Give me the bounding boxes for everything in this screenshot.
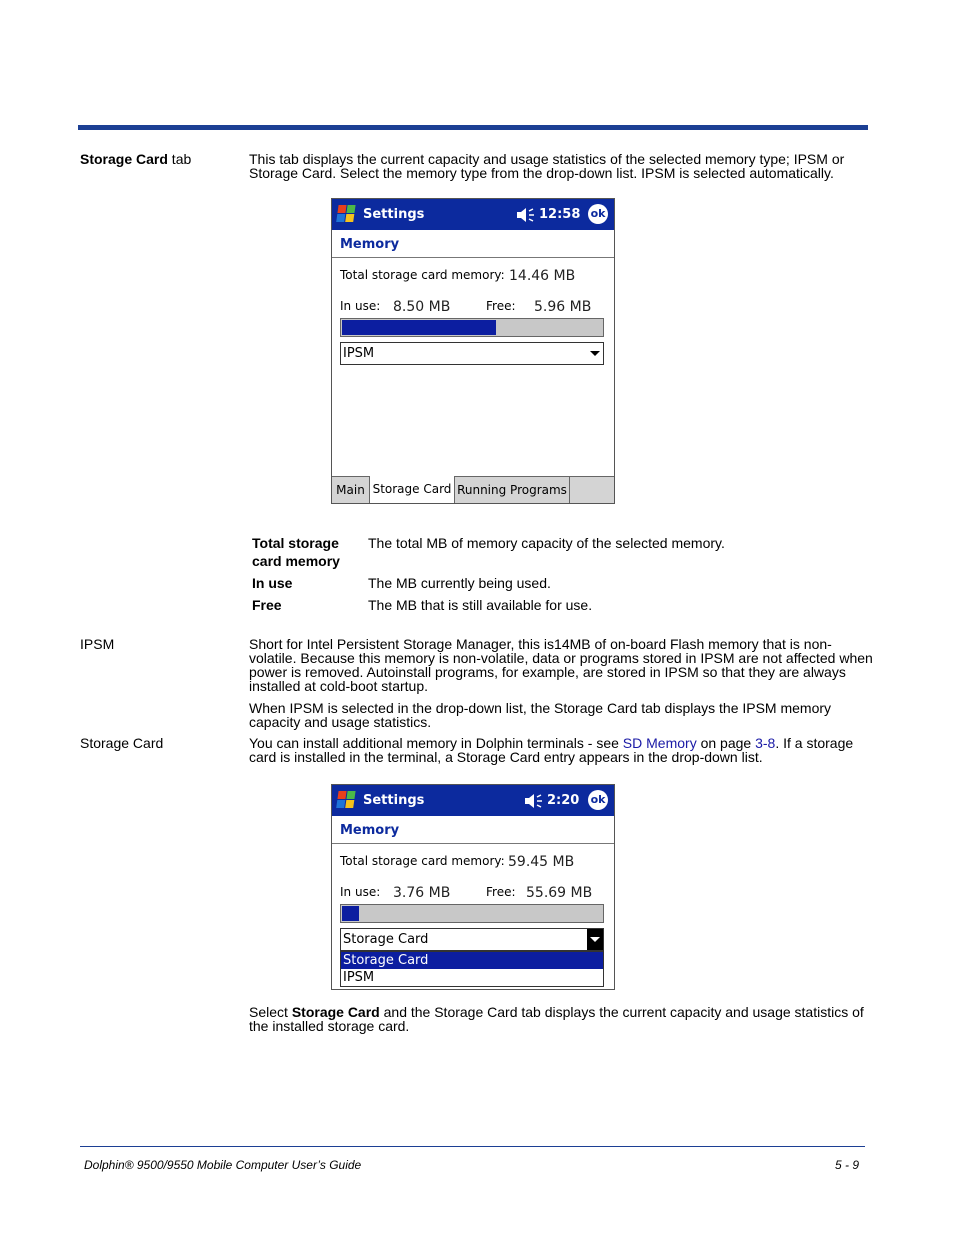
ipsm-description: Short for Intel Persistent Storage Manager, this is14MB of on-board Flash memory that is non- volatile. Because this memory is non-volatile, data or programs stored in IPSM are not affected when power is removed. Autoinstall programs, for example, are stored in IPSM so that they are always installed at cold-boot startup. [249,636,873,694]
app-title: Settings [363,207,425,222]
desc-total-storage: The total MB of memory capacity of the selected memory. [368,535,725,551]
total-memory-label: Total storage card memory: [340,268,505,282]
tab-main[interactable]: Main [332,477,370,503]
usage-bar-fill [342,320,496,335]
clock-time[interactable]: 2:20 [547,793,580,808]
footer-title: Dolphin® 9500/9550 Mobile Computer User’s Guide [84,1158,362,1172]
select-note: Select Storage Card and the Storage Card tab displays the current capacity and usage statistics of the installed storage card. [249,1004,864,1034]
option-ipsm[interactable]: IPSM [343,970,375,985]
term-in-use: In use [252,575,293,591]
title-bar [332,785,614,816]
pocketpc-screen-ipsm [331,198,615,504]
tab-storage-card[interactable]: Storage Card [370,476,455,503]
total-memory-value: 14.46 MB [509,268,576,284]
speaker-icon[interactable] [523,792,543,810]
footer-rule [80,1146,865,1147]
ok-button[interactable]: ok [588,790,608,810]
tab-running-programs[interactable]: Running Programs [455,477,570,503]
windows-start-icon[interactable] [335,202,359,226]
page-link[interactable]: 3-8 [755,735,776,751]
term-free: Free [252,597,282,613]
desc-free: The MB that is still available for use. [368,597,593,613]
total-memory-value: 59.45 MB [508,854,575,870]
speaker-icon[interactable] [515,206,535,224]
chevron-down-icon [590,937,600,942]
title-bar [332,199,614,230]
usage-bar [340,318,604,337]
usage-bar [340,904,604,923]
windows-start-icon[interactable] [335,788,359,812]
memory-header: Memory [340,823,400,838]
ok-button[interactable]: ok [588,204,608,224]
page-number: 5 - 9 [835,1158,860,1172]
memory-type-dropdown[interactable] [340,928,604,951]
in-use-value: 3.76 MB [393,885,451,901]
free-value: 55.69 MB [526,885,593,901]
section-label-ipsm: IPSM [80,636,115,652]
section-label-storage-card: Storage Card [80,735,164,751]
divider [332,257,614,258]
ipsm-note: When IPSM is selected in the drop-down list, the Storage Card tab displays the IPSM memory capacity and usage statistics. [249,700,832,730]
desc-in-use: The MB currently being used. [368,575,551,591]
header-rule [78,125,868,130]
storage-card-description: You can install additional memory in Dolphin terminals - see SD Memory on page 3-8. If a storage card is installed in the terminal, a Storage Card entry appears in the drop-down list. [249,735,854,765]
clock-time[interactable]: 12:58 [539,207,581,222]
free-value: 5.96 MB [534,299,592,315]
term-total-storage: Total storage card memory [252,535,340,569]
dropdown-selected-value: Storage Card [343,932,429,947]
pocketpc-screen-storage-card [331,784,615,990]
memory-header: Memory [340,237,400,252]
sd-memory-link[interactable]: SD Memory [622,735,697,751]
app-title: Settings [363,793,425,808]
total-memory-label: Total storage card memory: [340,854,505,868]
free-label: Free: [486,299,516,313]
divider [332,843,614,844]
memory-type-options [340,951,604,987]
dropdown-selected-value: IPSM [343,346,375,361]
in-use-label: In use: [340,885,381,899]
section-label-storage-card-tab: Storage Card tab [80,151,192,167]
option-storage-card[interactable]: Storage Card [341,952,603,969]
usage-bar-fill [342,906,359,921]
chevron-down-icon [590,351,600,356]
storage-card-tab-description: This tab displays the current capacity and usage statistics of the selected memory type; IPSM or Storage Card. Select the memory type from the drop-down list. IPSM is selected automatically. [249,151,845,181]
in-use-label: In use: [340,299,381,313]
tab-bar [332,476,614,503]
free-label: Free: [486,885,516,899]
memory-type-dropdown[interactable] [340,342,604,365]
in-use-value: 8.50 MB [393,299,451,315]
